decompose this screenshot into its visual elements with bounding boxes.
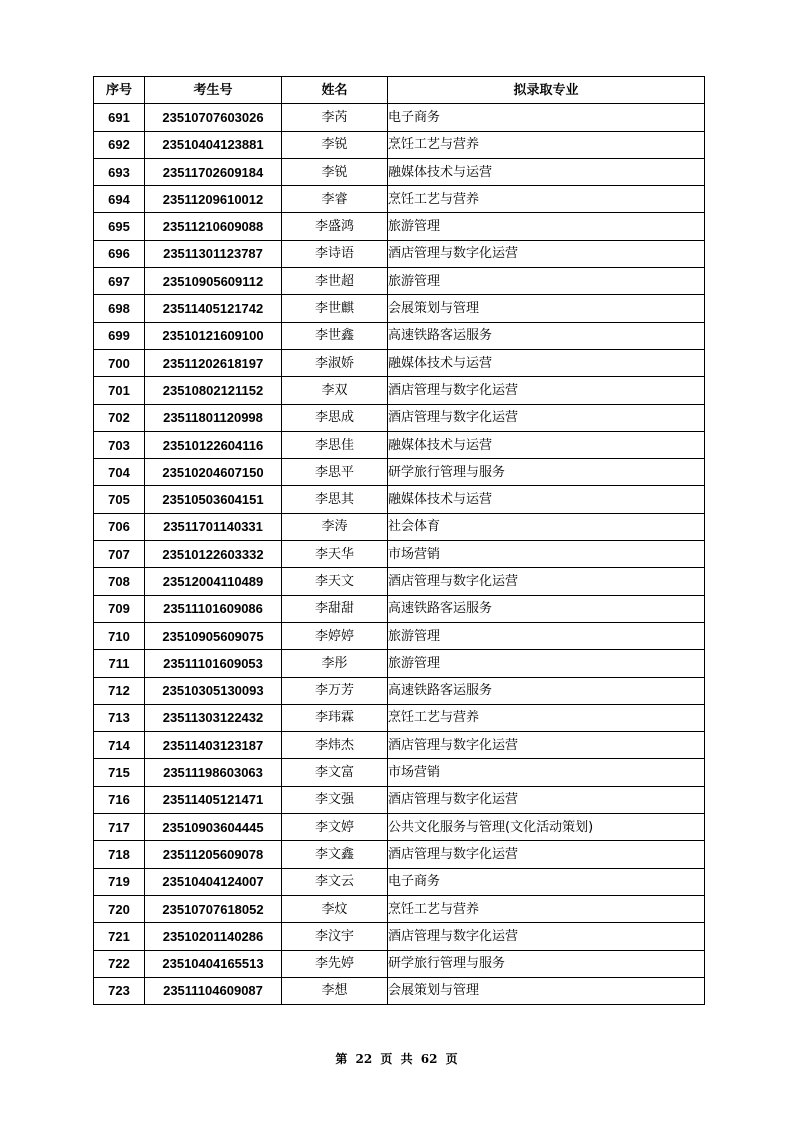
name-cell: 李天文: [282, 568, 388, 595]
major-cell: 旅游管理: [388, 650, 705, 677]
table-row: [94, 404, 705, 431]
exam-id-cell: 23510122604116: [145, 431, 282, 458]
major-cell: 融媒体技术与运营: [388, 431, 705, 458]
seq-cell: 695: [94, 213, 145, 240]
major-cell: 融媒体技术与运营: [388, 158, 705, 185]
header-exam-id: 考生号: [145, 77, 282, 104]
exam-id-cell: 23510204607150: [145, 459, 282, 486]
seq-cell: 711: [94, 650, 145, 677]
table-row: [94, 732, 705, 759]
exam-id-cell: 23511202618197: [145, 349, 282, 376]
table-row: [94, 786, 705, 813]
exam-id-cell: 23512004110489: [145, 568, 282, 595]
name-cell: 李想: [282, 977, 388, 1004]
name-cell: 李万芳: [282, 677, 388, 704]
name-cell: 李婷婷: [282, 622, 388, 649]
seq-cell: 723: [94, 977, 145, 1004]
table-row: [94, 186, 705, 213]
table-row: [94, 622, 705, 649]
major-cell: 电子商务: [388, 868, 705, 895]
major-cell: 酒店管理与数字化运营: [388, 568, 705, 595]
table-row: [94, 104, 705, 131]
seq-cell: 713: [94, 704, 145, 731]
header-seq: 序号: [94, 77, 145, 104]
name-cell: 李诗语: [282, 240, 388, 267]
seq-cell: 714: [94, 732, 145, 759]
exam-id-cell: 23511403123187: [145, 732, 282, 759]
table-row: [94, 977, 705, 1004]
seq-cell: 697: [94, 268, 145, 295]
major-cell: 会展策划与管理: [388, 977, 705, 1004]
major-cell: 会展策划与管理: [388, 295, 705, 322]
table-row: [94, 814, 705, 841]
name-cell: 李炆: [282, 895, 388, 922]
name-cell: 李文云: [282, 868, 388, 895]
seq-cell: 698: [94, 295, 145, 322]
name-cell: 李汶宇: [282, 923, 388, 950]
seq-cell: 712: [94, 677, 145, 704]
major-cell: 融媒体技术与运营: [388, 486, 705, 513]
major-cell: 酒店管理与数字化运营: [388, 786, 705, 813]
name-cell: 李世超: [282, 268, 388, 295]
table-row: [94, 541, 705, 568]
major-cell: 高速铁路客运服务: [388, 677, 705, 704]
table-row: [94, 923, 705, 950]
name-cell: 李先婷: [282, 950, 388, 977]
exam-id-cell: 23511702609184: [145, 158, 282, 185]
name-cell: 李世鑫: [282, 322, 388, 349]
name-cell: 李锐: [282, 158, 388, 185]
name-cell: 李锐: [282, 131, 388, 158]
exam-id-cell: 23511205609078: [145, 841, 282, 868]
major-cell: 融媒体技术与运营: [388, 349, 705, 376]
seq-cell: 720: [94, 895, 145, 922]
exam-id-cell: 23511198603063: [145, 759, 282, 786]
major-cell: 研学旅行管理与服务: [388, 459, 705, 486]
name-cell: 李睿: [282, 186, 388, 213]
seq-cell: 705: [94, 486, 145, 513]
table-row: [94, 131, 705, 158]
exam-id-cell: 23510905609112: [145, 268, 282, 295]
header-name: 姓名: [282, 77, 388, 104]
name-cell: 李玮霖: [282, 704, 388, 731]
exam-id-cell: 23511209610012: [145, 186, 282, 213]
major-cell: 社会体育: [388, 513, 705, 540]
seq-cell: 694: [94, 186, 145, 213]
table-row: [94, 868, 705, 895]
seq-cell: 708: [94, 568, 145, 595]
exam-id-cell: 23511303122432: [145, 704, 282, 731]
major-cell: 旅游管理: [388, 622, 705, 649]
exam-id-cell: 23511801120998: [145, 404, 282, 431]
table-row: [94, 595, 705, 622]
major-cell: 市场营销: [388, 541, 705, 568]
name-cell: 李彤: [282, 650, 388, 677]
table-row: [94, 268, 705, 295]
name-cell: 李思平: [282, 459, 388, 486]
major-cell: 高速铁路客运服务: [388, 322, 705, 349]
major-cell: 烹饪工艺与营养: [388, 895, 705, 922]
table-row: [94, 213, 705, 240]
name-cell: 李炜杰: [282, 732, 388, 759]
name-cell: 李盛鸿: [282, 213, 388, 240]
table-row: [94, 459, 705, 486]
major-cell: 旅游管理: [388, 268, 705, 295]
seq-cell: 706: [94, 513, 145, 540]
name-cell: 李甜甜: [282, 595, 388, 622]
exam-id-cell: 23511405121471: [145, 786, 282, 813]
name-cell: 李思佳: [282, 431, 388, 458]
table-row: [94, 158, 705, 185]
major-cell: 高速铁路客运服务: [388, 595, 705, 622]
major-cell: 旅游管理: [388, 213, 705, 240]
exam-id-cell: 23510802121152: [145, 377, 282, 404]
major-cell: 烹饪工艺与营养: [388, 704, 705, 731]
seq-cell: 691: [94, 104, 145, 131]
seq-cell: 718: [94, 841, 145, 868]
name-cell: 李文富: [282, 759, 388, 786]
table-row: [94, 704, 705, 731]
major-cell: 酒店管理与数字化运营: [388, 404, 705, 431]
seq-cell: 696: [94, 240, 145, 267]
table-row: [94, 513, 705, 540]
major-cell: 公共文化服务与管理(文化活动策划): [388, 814, 705, 841]
exam-id-cell: 23511101609086: [145, 595, 282, 622]
exam-id-cell: 23510404165513: [145, 950, 282, 977]
seq-cell: 709: [94, 595, 145, 622]
exam-id-cell: 23511301123787: [145, 240, 282, 267]
exam-id-cell: 23510404124007: [145, 868, 282, 895]
seq-cell: 700: [94, 349, 145, 376]
seq-cell: 719: [94, 868, 145, 895]
seq-cell: 704: [94, 459, 145, 486]
table-row: [94, 377, 705, 404]
table-row: [94, 895, 705, 922]
seq-cell: 715: [94, 759, 145, 786]
exam-id-cell: 23510503604151: [145, 486, 282, 513]
name-cell: 李文强: [282, 786, 388, 813]
major-cell: 酒店管理与数字化运营: [388, 240, 705, 267]
seq-cell: 699: [94, 322, 145, 349]
major-cell: 酒店管理与数字化运营: [388, 377, 705, 404]
major-cell: 烹饪工艺与营养: [388, 131, 705, 158]
exam-id-cell: 23510122603332: [145, 541, 282, 568]
major-cell: 电子商务: [388, 104, 705, 131]
name-cell: 李文婷: [282, 814, 388, 841]
exam-id-cell: 23510903604445: [145, 814, 282, 841]
table-row: [94, 759, 705, 786]
name-cell: 李思其: [282, 486, 388, 513]
exam-id-cell: 23511701140331: [145, 513, 282, 540]
name-cell: 李双: [282, 377, 388, 404]
exam-id-cell: 23510905609075: [145, 622, 282, 649]
admission-table: [93, 76, 705, 1005]
seq-cell: 707: [94, 541, 145, 568]
exam-id-cell: 23510305130093: [145, 677, 282, 704]
major-cell: 酒店管理与数字化运营: [388, 732, 705, 759]
seq-cell: 701: [94, 377, 145, 404]
seq-cell: 716: [94, 786, 145, 813]
seq-cell: 702: [94, 404, 145, 431]
table-row: [94, 431, 705, 458]
major-cell: 酒店管理与数字化运营: [388, 841, 705, 868]
exam-id-cell: 23510707603026: [145, 104, 282, 131]
exam-id-cell: 23510707618052: [145, 895, 282, 922]
table-row: [94, 568, 705, 595]
major-cell: 研学旅行管理与服务: [388, 950, 705, 977]
seq-cell: 692: [94, 131, 145, 158]
table-body: [94, 104, 705, 1005]
seq-cell: 721: [94, 923, 145, 950]
table-row: [94, 295, 705, 322]
exam-id-cell: 23510404123881: [145, 131, 282, 158]
name-cell: 李淑娇: [282, 349, 388, 376]
page-number-footer: 第 22 页 共 62 页: [335, 1052, 458, 1066]
exam-id-cell: 23511210609088: [145, 213, 282, 240]
name-cell: 李文鑫: [282, 841, 388, 868]
major-cell: 酒店管理与数字化运营: [388, 923, 705, 950]
major-cell: 烹饪工艺与营养: [388, 186, 705, 213]
name-cell: 李涛: [282, 513, 388, 540]
major-cell: 市场营销: [388, 759, 705, 786]
seq-cell: 703: [94, 431, 145, 458]
header-major: 拟录取专业: [388, 77, 705, 104]
seq-cell: 717: [94, 814, 145, 841]
table-row: [94, 841, 705, 868]
seq-cell: 693: [94, 158, 145, 185]
exam-id-cell: 23511101609053: [145, 650, 282, 677]
table-header-row: [94, 77, 705, 104]
name-cell: 李世麒: [282, 295, 388, 322]
exam-id-cell: 23510201140286: [145, 923, 282, 950]
name-cell: 李思成: [282, 404, 388, 431]
table-row: [94, 349, 705, 376]
table-row: [94, 322, 705, 349]
exam-id-cell: 23511405121742: [145, 295, 282, 322]
table-row: [94, 486, 705, 513]
exam-id-cell: 23510121609100: [145, 322, 282, 349]
seq-cell: 722: [94, 950, 145, 977]
name-cell: 李芮: [282, 104, 388, 131]
table-row: [94, 950, 705, 977]
seq-cell: 710: [94, 622, 145, 649]
table-row: [94, 677, 705, 704]
table-row: [94, 650, 705, 677]
exam-id-cell: 23511104609087: [145, 977, 282, 1004]
table-row: [94, 240, 705, 267]
name-cell: 李天华: [282, 541, 388, 568]
